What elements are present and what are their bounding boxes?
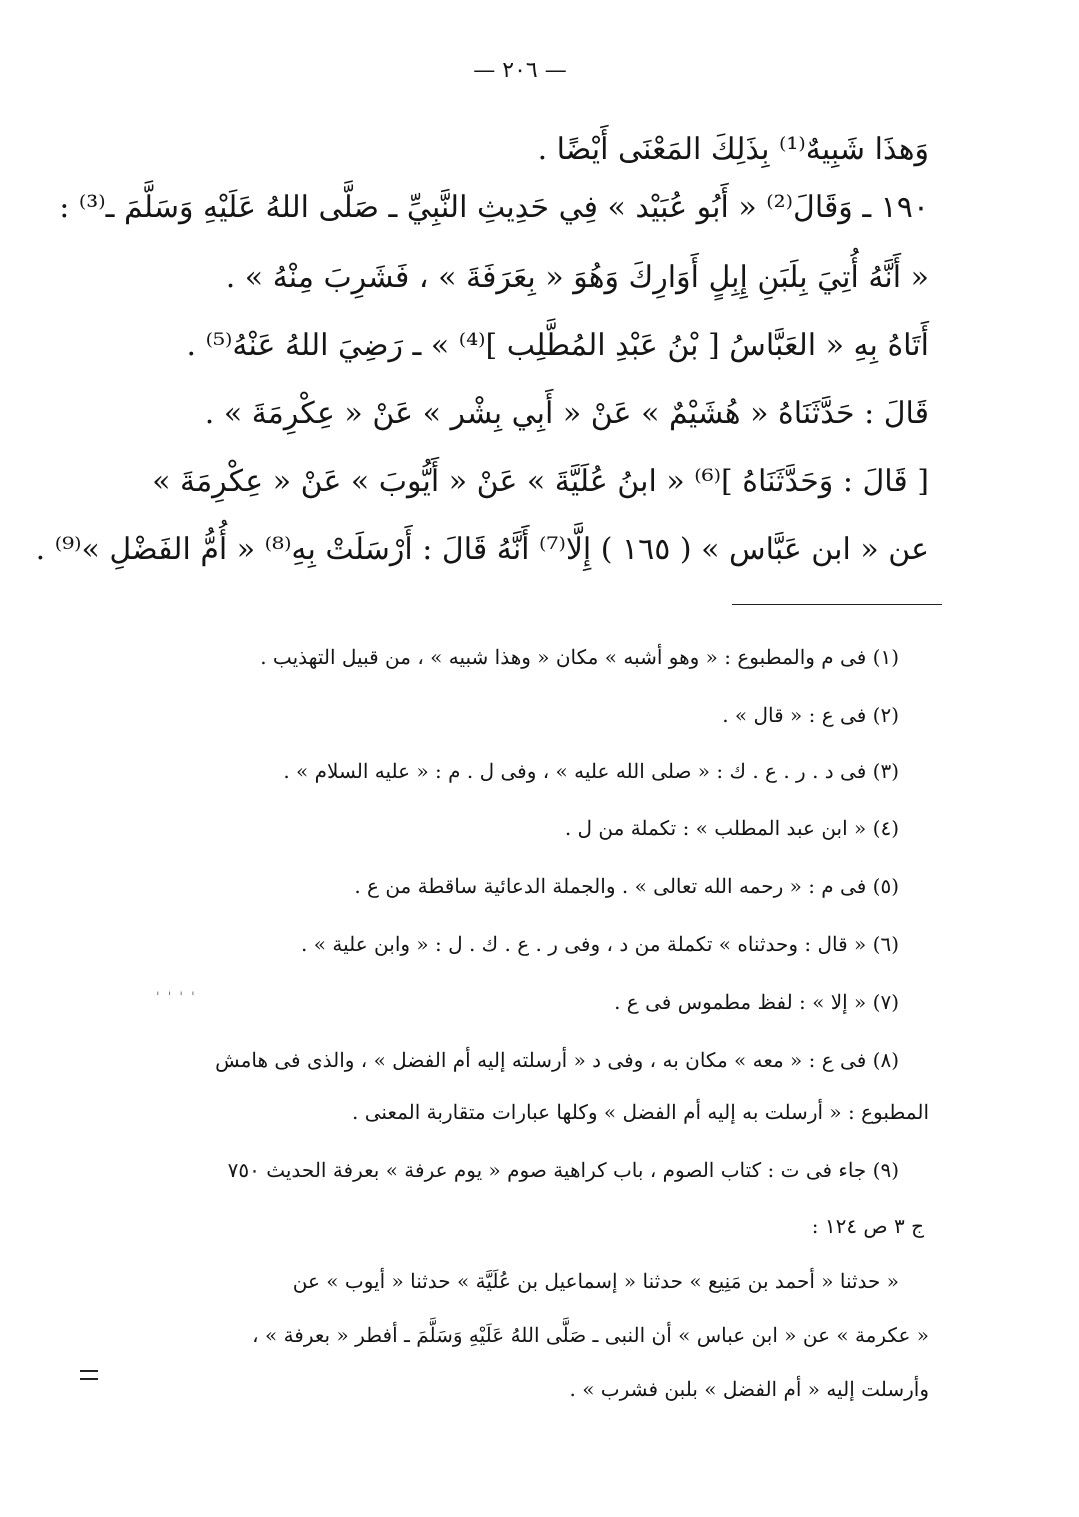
main-text-line: عن « ابن عَبَّاس » ( ١٦٥ ) إِلَّا⁽⁷⁾ أَنَّهُ قَالَ : أَرْسَلَتْ بِهِ⁽⁸⁾ « أُمُّ الفَضْلِ »⁽⁹⁾ . xyxy=(35,532,929,567)
footnote-line: وأرسلت إليه « أم الفضل » بلبن فشرب » . xyxy=(569,1377,929,1401)
page-number: — ٢٠٦ — xyxy=(473,58,567,83)
main-text-line: قَالَ : حَدَّثَنَاهُ « هُشَيْمٌ » عَنْ « أَبِي بِشْر » عَنْ « عِكْرِمَةَ » . xyxy=(204,396,929,431)
footnote-line: المطبوع : « أرسلت به إليه أم الفضل » وكلها عبارات متقاربة المعنى . xyxy=(352,1100,929,1124)
main-text-line: « أَنَّهُ أُتِيَ بِلَبَنِ إِبِلٍ أَوَارِكَ وَهُوَ « بِعَرَفَةَ » ، فَشَرِبَ مِنْهُ » . xyxy=(225,260,929,295)
main-text-line: أَتَاهُ بِهِ « العَبَّاسُ [ بْنُ عَبْدِ المُطَّلِب ]⁽⁴⁾ » ـ رَضِيَ اللهُ عَنْهُ⁽⁵⁾ . xyxy=(186,328,929,363)
footnote-line: ج ٣ ص ١٢٤ : xyxy=(811,1214,924,1238)
footnote-line: (٨) فى ع : « معه » مكان به ، وفى د « أرسلته إليه أم الفضل » ، والذى فى هامش xyxy=(215,1048,899,1072)
footnote-line: « عكرمة » عن « ابن عباس » أن النبى ـ صَلَّى اللهُ عَلَيْهِ وَسَلَّمَ ـ أفطر « بعرفة » ، xyxy=(252,1323,929,1347)
footnote-line: « حدثنا « أحمد بن مَنِيع » حدثنا « إسماعيل بن عُلَيَّة » حدثنا « أيوب » عن xyxy=(292,1269,899,1293)
margin-specks: ' ' ' ' xyxy=(156,990,197,1005)
main-text-line: ١٩٠ ـ وَقَالَ⁽²⁾ « أَبُو عُبَيْد » فِي حَدِيثِ النَّبِيِّ ـ صَلَّى اللهُ عَلَيْهِ وَسَلَّمَ ـ⁽³⁾ : xyxy=(59,190,929,225)
footnote-line: (٢) فى ع : « قال » . xyxy=(722,703,899,727)
footnote-line: (٤) « ابن عبد المطلب » : تكملة من ل . xyxy=(564,816,899,840)
footnote-separator xyxy=(732,604,942,605)
footnote-line: (٩) جاء فى ت : كتاب الصوم ، باب كراهية صوم « يوم عرفة » بعرفة الحديث ٧٥٠ xyxy=(227,1158,899,1182)
main-text-line: [ قَالَ : وَحَدَّثَنَاهُ ]⁽⁶⁾ « ابنُ عُلَيَّةَ » عَنْ « أَيُّوبَ » عَنْ « عِكْرِمَةَ » xyxy=(152,464,929,499)
main-text-line: وَهذَا شَبِيهٌ⁽¹⁾ بِذَلِكَ المَعْنَى أَيْضًا . xyxy=(537,132,929,167)
footnote-line: (٣) فى د . ر . ع . ك : « صلى الله عليه » ، وفى ل . م : « عليه السلام » . xyxy=(283,759,899,783)
footnote-line: (١) فى م والمطبوع : « وهو أشبه » مكان « وهذا شبيه » ، من قبيل التهذيب . xyxy=(260,645,899,669)
footnote-line: (٥) فى م : « رحمه الله تعالى » . والجملة الدعائية ساقطة من ع . xyxy=(354,874,899,898)
footnote-line: (٧) « إلا » : لفظ مطموس فى ع . xyxy=(614,990,899,1014)
margin-equals-mark xyxy=(80,1370,98,1380)
footnote-line: (٦) « قال : وحدثناه » تكملة من د ، وفى ر . ع . ك . ل : « وابن علية » . xyxy=(301,932,899,956)
